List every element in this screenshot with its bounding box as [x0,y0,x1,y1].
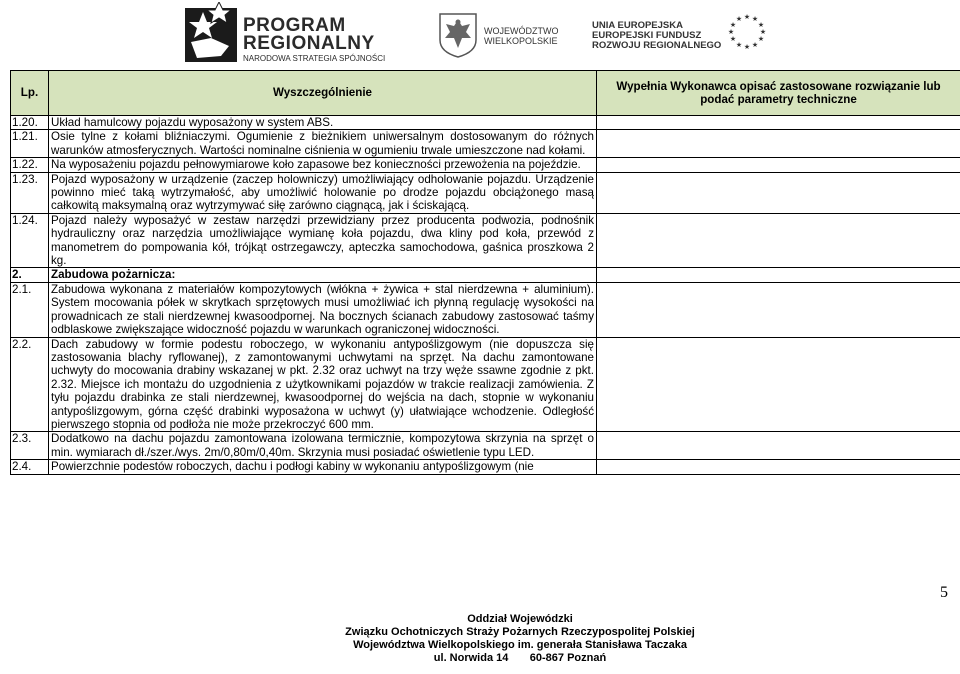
row-description: Zabudowa pożarnicza: [49,268,597,282]
wojewodztwo-text-1: WOJEWÓDZTWO [484,26,559,36]
contractor-input-cell[interactable] [597,158,960,172]
footer-line-2: Związku Ochotniczych Straży Pożarnych Rzeczypospolitej Polskiej [345,626,695,638]
page-header [0,0,960,68]
row-description: Powierzchnie podestów roboczych, dachu i podłogi kabiny w wykonaniu antypoślizgowym (nie [49,460,597,474]
row-description: Dach zabudowy w formie podestu roboczego, w wykonaniu antypoślizgowym (nie dopuszcza się zastosowania blachy ryflowanej), z zamontowanymi uchwytami na sprzęt. Na dachu zamontowane uchwyty do mocowania drabiny wskazanej w pkt. 2.32 oraz uchwyt na trzy węże ssawne zgodnie z pkt. 2.32. Miejsce ich montażu do uzgodnienia z użytkownikami pojazdów w trakcie realizacji zamówienia. Z tyłu pojazdu drabinka ze stali nierdzewnej, kwasoodpornej do wejścia na dach, stopnie w wykonaniu antypoślizgowym, górna część drabinki wyposażona w uchwyt (y) ułatwiające wchodzenie. Odległość pierwszego stopnia od podłoża nie może przekroczyć 600 mm. [49,337,597,432]
table-row [11,268,960,282]
specification-table-wrapper [10,70,960,475]
contractor-input-cell[interactable] [597,432,960,460]
row-description: Zabudowa wykonana z materiałów kompozytowych (włókna + żywica + stal nierdzewna + aluminium). System mocowania półek w skrytkach sprzętowych musi umożliwiać ich płynną regulację wysokości na prowadnicach ze stali nierdzewnej kwasoodpornej. Na bocznych ścianach zabudowy zastosować taśmy odblaskowe zwiększające widoczność pojazdu w warunkach ograniczonej widoczności. [49,282,597,337]
row-description: Pojazd wyposażony w urządzenie (zaczep holowniczy) umożliwiający odholowanie pojazdu. Urządzenie powinno mieć taką wytrzymałość, aby umożliwić holowanie po drodze pojazdu obciążonego masą całkowitą maksymalną oraz wytrzymywać siłę zarówno ciągnącą, jak i ściskającą. [49,172,597,213]
table-row [11,337,960,432]
row-description: Na wyposażeniu pojazdu pełnowymiarowe koło zapasowe bez konieczności przewożenia na pojeździe. [49,158,597,172]
program-regionalny-logo [183,2,433,64]
wojewodztwo-logo [437,12,567,60]
svg-text:★: ★ [743,14,751,21]
row-number: 1.22. [11,158,49,172]
eu-text-2: EUROPEJSKI FUNDUSZ [592,30,702,41]
svg-text:★: ★ [735,42,743,49]
column-header-lp: Lp. [11,71,49,116]
eu-text-1: UNIA EUROPEJSKA [592,20,683,31]
table-row [11,213,960,268]
program-logo-text-1: PROGRAM [243,15,346,36]
eu-logo [592,12,792,60]
contractor-input-cell[interactable] [597,172,960,213]
svg-text:★: ★ [735,16,743,23]
row-description: Osie tylne z kołami bliźniaczymi. Ogumienie z bieżnikiem uniwersalnym dostosowanym do różnych warunków atmosferycznych. Wartości nominalne ciśnienia w ogumieniu trwale umieszczone nad kołami. [49,130,597,158]
contractor-input-cell[interactable] [597,282,960,337]
footer-line-4: ul. Norwida 14 60-867 Poznań [433,652,607,664]
svg-text:★: ★ [757,36,765,43]
svg-text:★: ★ [751,16,759,23]
specification-table [10,70,960,475]
svg-text:★: ★ [757,22,765,29]
eu-text-3: ROZWOJU REGIONALNEGO [592,40,722,51]
table-row [11,116,960,130]
program-regionalny-emblem-icon [183,2,241,64]
row-number: 2.1. [11,282,49,337]
row-number: 1.24. [11,213,49,268]
row-description: Pojazd należy wyposażyć w zestaw narzędzi przewidziany przez producenta podwozia, podnośnik hydrauliczny oraz narzędzia umożliwiające wymianę koła pojazdu, dwa kliny pod koła, przewód z manometrem do pompowania kół, trójkąt ostrzegawczy, apteczka samochodowa, gaśnica proszkowa 2 kg. [49,213,597,268]
contractor-input-cell[interactable] [597,268,960,282]
row-description: Dodatkowo na dachu pojazdu zamontowana izolowana termicznie, kompozytowa skrzynia na sprzęt o min. wymiarach dł./szer./wys. 2m/0,80m/0,40m. Skrzynia musi posiadać oświetlenie typu LED. [49,432,597,460]
row-number: 2. [11,268,49,282]
table-row [11,130,960,158]
table-row [11,432,960,460]
program-logo-text-3: NARODOWA STRATEGIA SPÓJNOŚCI [243,54,386,63]
svg-text:★: ★ [729,36,737,43]
svg-text:★: ★ [743,44,751,51]
table-body [11,116,960,475]
contractor-input-cell[interactable] [597,337,960,432]
table-row [11,282,960,337]
row-number: 2.2. [11,337,49,432]
row-number: 1.20. [11,116,49,130]
row-number: 2.3. [11,432,49,460]
table-row [11,172,960,213]
column-header-fill: Wypełnia Wykonawca opisać zastosowane rozwiązanie lub podać parametry techniczne [597,71,960,116]
footer-line-1: Oddział Wojewódzki [467,613,573,625]
eu-stars-flag-icon [722,12,772,52]
svg-text:★: ★ [751,42,759,49]
page-footer [300,613,740,665]
eagle-coat-of-arms-icon [437,12,479,58]
contractor-input-cell[interactable] [597,213,960,268]
row-number: 1.21. [11,130,49,158]
row-number: 1.23. [11,172,49,213]
row-description: Układ hamulcowy pojazdu wyposażony w system ABS. [49,116,597,130]
svg-text:★: ★ [729,22,737,29]
row-number: 2.4. [11,460,49,474]
table-header-row [11,71,960,116]
table-row [11,158,960,172]
program-logo-text-2: REGIONALNY [243,33,375,54]
svg-text:★: ★ [727,29,735,36]
table-row [11,460,960,474]
contractor-input-cell[interactable] [597,116,960,130]
svg-text:★: ★ [759,29,767,36]
contractor-input-cell[interactable] [597,130,960,158]
page-number: 5 [940,584,948,601]
column-header-spec: Wyszczególnienie [49,71,597,116]
footer-line-3: Województwa Wielkopolskiego im. generała Stanisława Taczaka [353,639,687,651]
wojewodztwo-text-2: WIELKOPOLSKIE [484,36,558,46]
contractor-input-cell[interactable] [597,460,960,474]
